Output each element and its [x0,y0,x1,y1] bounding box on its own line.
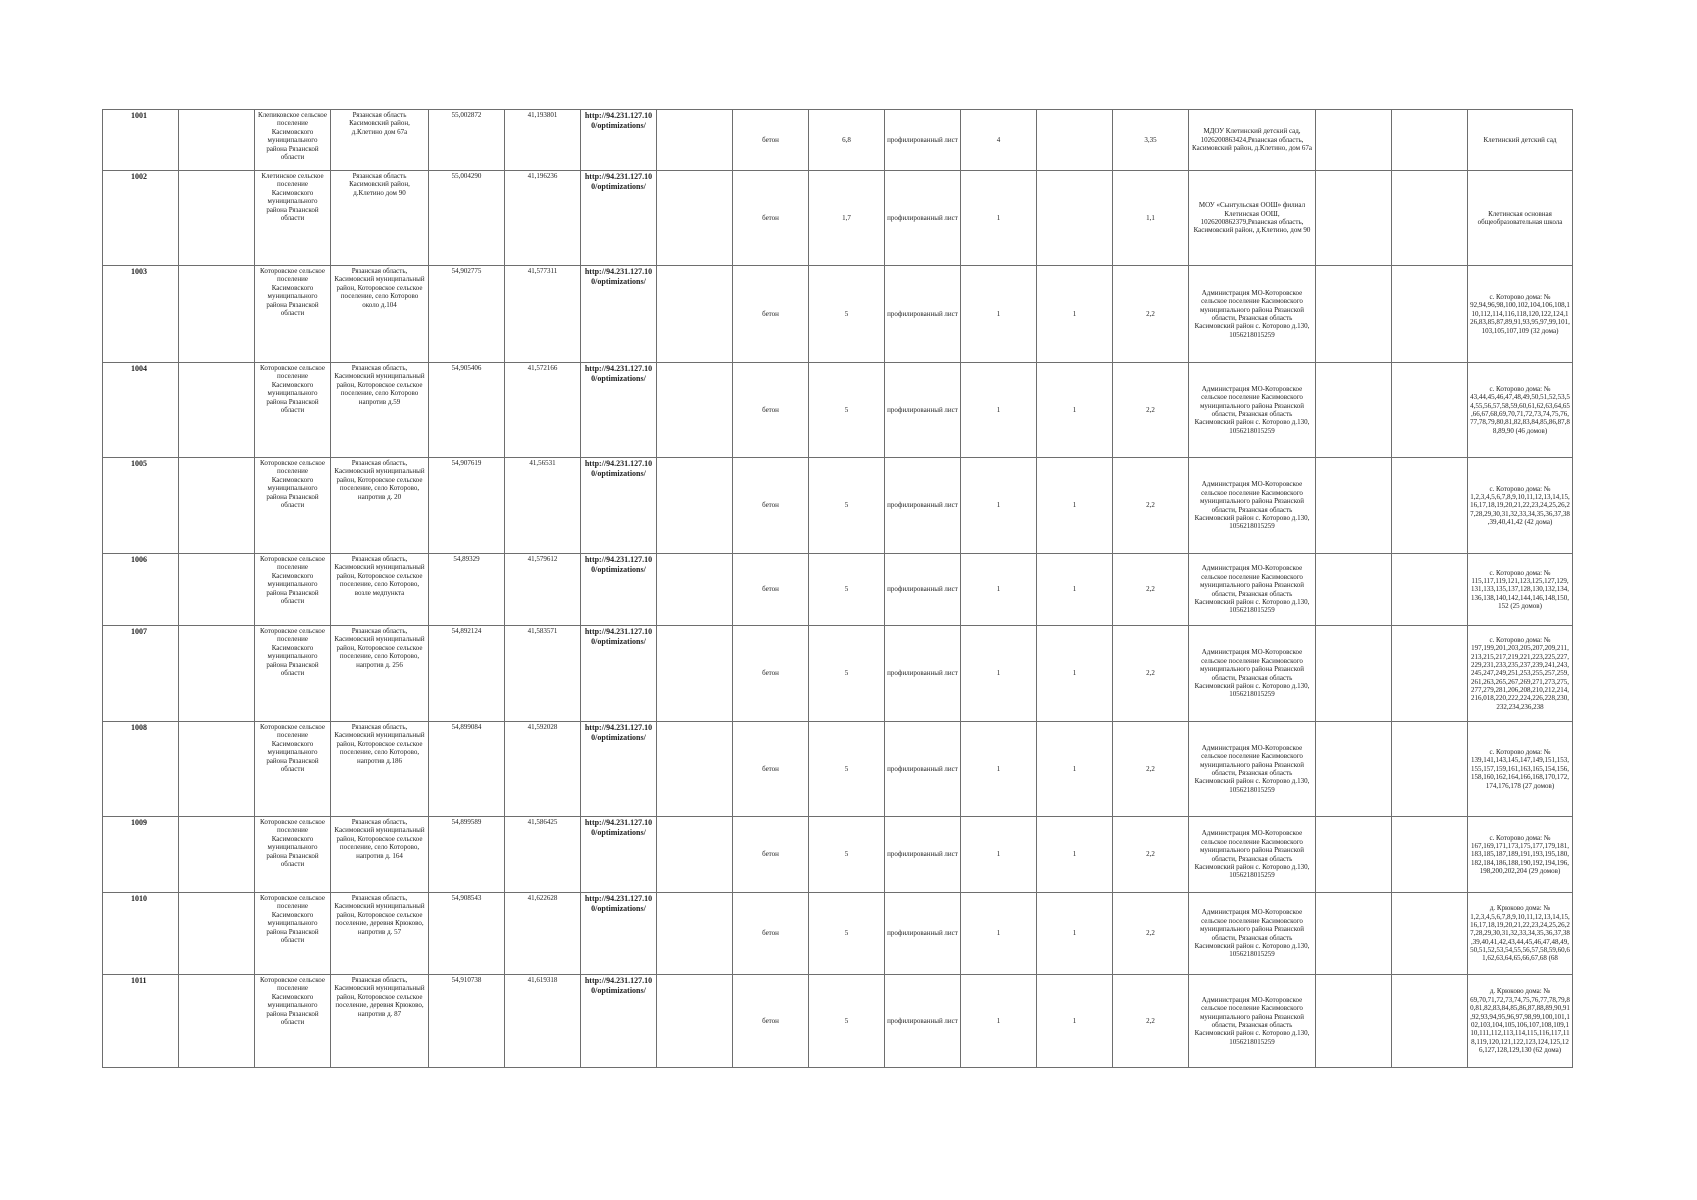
area-cell: 1,7 [809,171,885,266]
row-number: 1011 [103,975,179,1068]
latitude-cell: 54,89329 [429,554,505,626]
owner-cell: Администрация МО-Которовское сельское поселение Касимовского муниципального района Рязанской области, Рязанская область Касимовский район с. Которово д.130, 1056218015259 [1189,554,1316,626]
owner-cell: Администрация МО-Которовское сельское поселение Касимовского муниципального района Рязанской области, Рязанская область Касимовский район с. Которово д.130, 1056218015259 [1189,626,1316,722]
blank-cell [657,554,733,626]
row-number: 1010 [103,893,179,975]
surface-type-cell: бетон [733,817,809,893]
waste-sources-cell: Клетинская основная общеобразовательная школа [1468,171,1573,266]
latitude-cell: 54,905406 [429,363,505,458]
map-link-cell: http://94.231.127.100/optimizations/ [581,817,657,893]
blank-cell [1316,817,1392,893]
row-number: 1003 [103,266,179,363]
blank-cell [1316,171,1392,266]
longitude-cell: 41,586425 [505,817,581,893]
latitude-cell: 55,004290 [429,171,505,266]
blank-cell [1392,817,1468,893]
volume-cell: 2,2 [1113,554,1189,626]
volume-cell: 1,1 [1113,171,1189,266]
container-count-cell: 1 [961,817,1037,893]
settlement-cell: Которовское сельское поселение Касимовского муниципального района Рязанской области [255,458,331,554]
blank-cell [1392,363,1468,458]
extra-count-cell: 1 [1037,554,1113,626]
table-body [103,110,1573,1068]
extra-count-cell [1037,110,1113,171]
table-row [103,722,1573,817]
blank-cell [1316,554,1392,626]
latitude-cell: 54,899589 [429,817,505,893]
container-sites-table [102,109,1573,1068]
map-link-cell: http://94.231.127.100/optimizations/ [581,363,657,458]
blank-cell [1316,363,1392,458]
settlement-cell: Клепиковское сельское поселение Касимовского муниципального района Рязанской области [255,110,331,171]
settlement-cell: Которовское сельское поселение Касимовского муниципального района Рязанской области [255,975,331,1068]
owner-cell: Администрация МО-Которовское сельское поселение Касимовского муниципального района Рязанской области, Рязанская область Касимовский район с. Которово д.130, 1056218015259 [1189,722,1316,817]
settlement-cell: Которовское сельское поселение Касимовского муниципального района Рязанской области [255,817,331,893]
owner-cell: МОУ «Сынтульская ООШ» филиал Клетинская ООШ, 1026200862379,Рязанская область, Касимовский район, д.Клетино, дом 90 [1189,171,1316,266]
table-row [103,171,1573,266]
row-number: 1005 [103,458,179,554]
settlement-cell: Которовское сельское поселение Касимовского муниципального района Рязанской области [255,893,331,975]
cover-type-cell: профилированный лист [885,266,961,363]
blank-cell [1392,554,1468,626]
cover-type-cell: профилированный лист [885,893,961,975]
longitude-cell: 41,193801 [505,110,581,171]
cover-type-cell: профилированный лист [885,458,961,554]
owner-cell: Администрация МО-Которовское сельское поселение Касимовского муниципального района Рязанской области, Рязанская область Касимовский район с. Которово д.130, 1056218015259 [1189,975,1316,1068]
address-cell: Рязанская область, Касимовский муниципальный район, Которовское сельское поселение, деревня Крюково, напротив д. 87 [331,975,429,1068]
cover-type-cell: профилированный лист [885,171,961,266]
map-link-cell: http://94.231.127.100/optimizations/ [581,458,657,554]
area-cell: 6,8 [809,110,885,171]
latitude-cell: 54,899084 [429,722,505,817]
volume-cell: 2,2 [1113,817,1189,893]
longitude-cell: 41,577311 [505,266,581,363]
cover-type-cell: профилированный лист [885,817,961,893]
map-link-cell: http://94.231.127.100/optimizations/ [581,110,657,171]
longitude-cell: 41,579612 [505,554,581,626]
blank-cell [1392,266,1468,363]
surface-type-cell: бетон [733,626,809,722]
address-cell: Рязанская область, Касимовский муниципальный район, Которовское сельское поселение, село Которово, напротив д. 256 [331,626,429,722]
waste-sources-cell: с. Которово дома: № 1,2,3,4,5,6,7,8,9,10,11,12,13,14,15,16,17,18,19,20,21,22,23,24,25,26,27,28,29,30,31,32,33,34,35,36,37,38,39,40,41,42 (42 дома) [1468,458,1573,554]
owner-cell: Администрация МО-Которовское сельское поселение Касимовского муниципального района Рязанской области, Рязанская область Касимовский район с. Которово д.130, 1056218015259 [1189,266,1316,363]
surface-type-cell: бетон [733,722,809,817]
blank-cell [179,817,255,893]
container-count-cell: 1 [961,975,1037,1068]
map-link-cell: http://94.231.127.100/optimizations/ [581,893,657,975]
longitude-cell: 41,619318 [505,975,581,1068]
blank-cell [1316,266,1392,363]
blank-cell [179,626,255,722]
volume-cell: 2,2 [1113,975,1189,1068]
extra-count-cell: 1 [1037,363,1113,458]
blank-cell [179,893,255,975]
blank-cell [657,817,733,893]
area-cell: 5 [809,363,885,458]
container-count-cell: 1 [961,554,1037,626]
blank-cell [179,171,255,266]
extra-count-cell: 1 [1037,817,1113,893]
area-cell: 5 [809,817,885,893]
blank-cell [179,975,255,1068]
longitude-cell: 41,592028 [505,722,581,817]
table-row [103,817,1573,893]
address-cell: Рязанская область, Касимовский муниципальный район, Которовское сельское поселение, деревня Крюково, напротив д. 57 [331,893,429,975]
table-row [103,266,1573,363]
cover-type-cell: профилированный лист [885,363,961,458]
blank-cell [1392,110,1468,171]
address-cell: Рязанская область, Касимовский муниципальный район, Которовское сельское поселение, село Которово, возле медпункта [331,554,429,626]
settlement-cell: Которовское сельское поселение Касимовского муниципального района Рязанской области [255,363,331,458]
blank-cell [1316,110,1392,171]
address-cell: Рязанская область, Касимовский муниципальный район, Которовское сельское поселение, село Которово напротив д.59 [331,363,429,458]
settlement-cell: Которовское сельское поселение Касимовского муниципального района Рязанской области [255,266,331,363]
container-count-cell: 4 [961,110,1037,171]
owner-cell: МДОУ Клетинский детский сад, 1026200863424,Рязанская область, Касимовский район, д.Клетино, дом 67а [1189,110,1316,171]
table-row [103,554,1573,626]
waste-sources-cell: с. Которово дома: № 197,199,201,203,205,207,209,211,213,215,217,219,221,223,225,227,229,231,233,235,237,239,241,243,245,247,249,251,253,255,257,259,261,263,265,267,269,271,273,275,277,279,281,206,208,210,212,214,216,018,220,222,224,226,228,230,232,234,236,238 [1468,626,1573,722]
cover-type-cell: профилированный лист [885,975,961,1068]
surface-type-cell: бетон [733,171,809,266]
volume-cell: 2,2 [1113,722,1189,817]
area-cell: 5 [809,975,885,1068]
blank-cell [657,975,733,1068]
longitude-cell: 41,196236 [505,171,581,266]
surface-type-cell: бетон [733,554,809,626]
waste-sources-cell: с. Которово дома: № 43,44,45,46,47,48,49,50,51,52,53,54,55,56,57,58,59,60,61,62,63,64,65,66,67,68,69,70,71,72,73,74,75,76,77,78,79,80,81,82,83,84,85,86,87,88,89,90 (46 домов) [1468,363,1573,458]
extra-count-cell [1037,171,1113,266]
blank-cell [657,626,733,722]
cover-type-cell: профилированный лист [885,626,961,722]
waste-sources-cell: д. Крюково дома: № 1,2,3,4,5,6,7,8,9,10,11,12,13,14,15,16,17,18,19,20,21,22,23,24,25,26,27,28,29,30,31,32,33,34,35,36,37,38,39,40,41,42,43,44,45,46,47,48,49,50,51,52,53,54,55,56,57,58,59,60,61,62,63,64,65,66,67,68 (68 [1468,893,1573,975]
container-count-cell: 1 [961,363,1037,458]
row-number: 1001 [103,110,179,171]
longitude-cell: 41,583571 [505,626,581,722]
container-count-cell: 1 [961,458,1037,554]
row-number: 1009 [103,817,179,893]
container-count-cell: 1 [961,722,1037,817]
waste-sources-cell: с. Которово дома: № 92,94,96,98,100,102,104,106,108,110,112,114,116,118,120,122,124,126,83,85,87,89,91,93,95,97,99,101,103,105,107,109 (32 дома) [1468,266,1573,363]
extra-count-cell: 1 [1037,722,1113,817]
waste-sources-cell: Клетинский детский сад [1468,110,1573,171]
address-cell: Рязанская область, Касимовский муниципальный район, Которовское сельское поселение, село Которово, напротив д. 20 [331,458,429,554]
owner-cell: Администрация МО-Которовское сельское поселение Касимовского муниципального района Рязанской области, Рязанская область Касимовский район с. Которово д.130, 1056218015259 [1189,893,1316,975]
area-cell: 5 [809,722,885,817]
container-count-cell: 1 [961,171,1037,266]
waste-sources-cell: с. Которово дома: № 115,117,119,121,123,125,127,129,131,133,135,137,128,130,132,134,136,138,140,142,144,146,148,150, 152 (25 домов) [1468,554,1573,626]
surface-type-cell: бетон [733,458,809,554]
surface-type-cell: бетон [733,110,809,171]
row-number: 1002 [103,171,179,266]
table-row [103,626,1573,722]
blank-cell [179,266,255,363]
address-cell: Рязанская область, Касимовский муниципальный район, Которовское сельское поселение, село Которово, напротив д.186 [331,722,429,817]
cover-type-cell: профилированный лист [885,722,961,817]
row-number: 1007 [103,626,179,722]
blank-cell [1316,458,1392,554]
table-row [103,975,1573,1068]
container-count-cell: 1 [961,266,1037,363]
extra-count-cell: 1 [1037,458,1113,554]
area-cell: 5 [809,626,885,722]
surface-type-cell: бетон [733,893,809,975]
settlement-cell: Клетинское сельское поселение Касимовского муниципального района Рязанской области [255,171,331,266]
row-number: 1008 [103,722,179,817]
container-count-cell: 1 [961,626,1037,722]
area-cell: 5 [809,266,885,363]
blank-cell [1392,975,1468,1068]
blank-cell [1392,458,1468,554]
latitude-cell: 54,907619 [429,458,505,554]
map-link-cell: http://94.231.127.100/optimizations/ [581,266,657,363]
waste-sources-cell: с. Которово дома: № 167,169,171,173,175,177,179,181,183,185,187,189,191,193,195,180,182,184,186,188,190,192,194,196,198,200,202,204 (29 домов) [1468,817,1573,893]
surface-type-cell: бетон [733,363,809,458]
map-link-cell: http://94.231.127.100/optimizations/ [581,626,657,722]
volume-cell: 2,2 [1113,363,1189,458]
settlement-cell: Которовское сельское поселение Касимовского муниципального района Рязанской области [255,722,331,817]
row-number: 1006 [103,554,179,626]
latitude-cell: 54,908543 [429,893,505,975]
blank-cell [657,458,733,554]
owner-cell: Администрация МО-Которовское сельское поселение Касимовского муниципального района Рязанской области, Рязанская область Касимовский район с. Которово д.130, 1056218015259 [1189,363,1316,458]
address-cell: Рязанская область Касимовский район, д.Клетино дом 90 [331,171,429,266]
volume-cell: 3,35 [1113,110,1189,171]
area-cell: 5 [809,893,885,975]
blank-cell [179,363,255,458]
blank-cell [657,171,733,266]
owner-cell: Администрация МО-Которовское сельское поселение Касимовского муниципального района Рязанской области, Рязанская область Касимовский район с. Которово д.130, 1056218015259 [1189,458,1316,554]
table-row [103,893,1573,975]
cover-type-cell: профилированный лист [885,110,961,171]
map-link-cell: http://94.231.127.100/optimizations/ [581,554,657,626]
address-cell: Рязанская область, Касимовский муниципальный район, Которовское сельское поселение, село Которово около д.104 [331,266,429,363]
extra-count-cell: 1 [1037,266,1113,363]
table-row [103,458,1573,554]
blank-cell [1392,626,1468,722]
map-link-cell: http://94.231.127.100/optimizations/ [581,171,657,266]
blank-cell [1316,975,1392,1068]
waste-sources-cell: д. Крюково дома: № 69,70,71,72,73,74,75,76,77,78,79,80,81,82,83,84,85,86,87,88,89,90,91,92,93,94,95,96,97,98,99,100,101,102,103,104,105,106,107,108,109,110,111,112,113,114,115,116,117,118,119,120,121,122,123,124,125,126,127,128,129,130 (62 дома) [1468,975,1573,1068]
area-cell: 5 [809,458,885,554]
surface-type-cell: бетон [733,266,809,363]
blank-cell [1392,893,1468,975]
settlement-cell: Которовское сельское поселение Касимовского муниципального района Рязанской области [255,554,331,626]
row-number: 1004 [103,363,179,458]
container-count-cell: 1 [961,893,1037,975]
volume-cell: 2,2 [1113,893,1189,975]
extra-count-cell: 1 [1037,893,1113,975]
blank-cell [657,266,733,363]
blank-cell [179,554,255,626]
blank-cell [657,110,733,171]
volume-cell: 2,2 [1113,626,1189,722]
extra-count-cell: 1 [1037,626,1113,722]
latitude-cell: 54,910738 [429,975,505,1068]
map-link-cell: http://94.231.127.100/optimizations/ [581,975,657,1068]
table-row [103,110,1573,171]
longitude-cell: 41,572166 [505,363,581,458]
blank-cell [1392,171,1468,266]
latitude-cell: 54,892124 [429,626,505,722]
blank-cell [1392,722,1468,817]
settlement-cell: Которовское сельское поселение Касимовского муниципального района Рязанской области [255,626,331,722]
latitude-cell: 55,002872 [429,110,505,171]
cover-type-cell: профилированный лист [885,554,961,626]
area-cell: 5 [809,554,885,626]
blank-cell [1316,893,1392,975]
longitude-cell: 41,56531 [505,458,581,554]
blank-cell [179,110,255,171]
surface-type-cell: бетон [733,975,809,1068]
map-link-cell: http://94.231.127.100/optimizations/ [581,722,657,817]
volume-cell: 2,2 [1113,266,1189,363]
extra-count-cell: 1 [1037,975,1113,1068]
longitude-cell: 41,622628 [505,893,581,975]
waste-sources-cell: с. Которово дома: № 139,141,143,145,147,149,151,153,155,157,159,161,163,165,154,156,158,160,162,164,166,168,170,172,174,176,178 (27 домов) [1468,722,1573,817]
blank-cell [1316,626,1392,722]
latitude-cell: 54,902775 [429,266,505,363]
blank-cell [179,722,255,817]
owner-cell: Администрация МО-Которовское сельское поселение Касимовского муниципального района Рязанской области, Рязанская область Касимовский район с. Которово д.130, 1056218015259 [1189,817,1316,893]
table-row [103,363,1573,458]
blank-cell [657,363,733,458]
blank-cell [657,893,733,975]
blank-cell [1316,722,1392,817]
volume-cell: 2,2 [1113,458,1189,554]
blank-cell [179,458,255,554]
address-cell: Рязанская область, Касимовский муниципальный район, Которовское сельское поселение, село Которово, напротив д. 164 [331,817,429,893]
address-cell: Рязанская область Касимовский район, д.Клетино дом 67а [331,110,429,171]
blank-cell [657,722,733,817]
